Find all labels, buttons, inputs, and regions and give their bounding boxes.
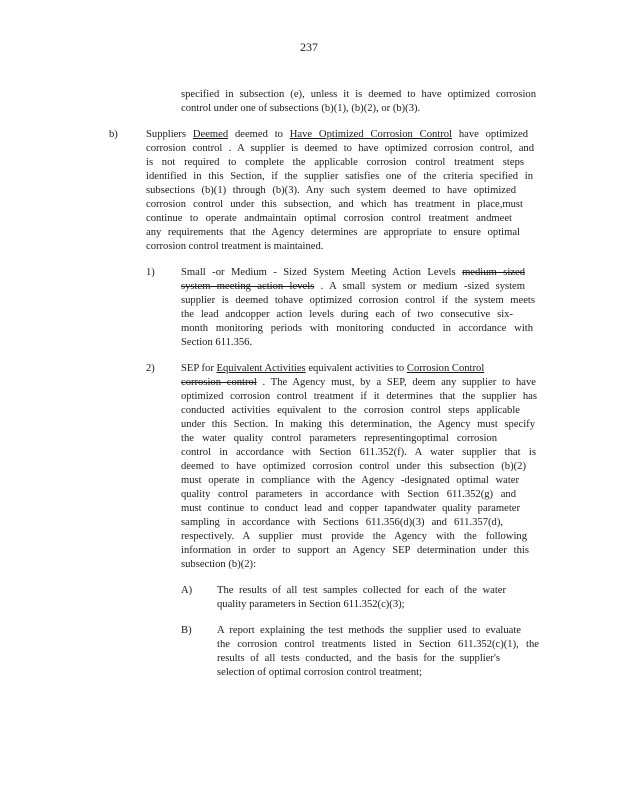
item-heading-line bbox=[181, 362, 484, 375]
text-line: corrosion control under this subsection, and which has treatment in place,must bbox=[146, 199, 523, 210]
text-line: specified in subsection (e), unless it is deemed to have optimized corrosion bbox=[181, 89, 536, 100]
text-run: deemed to bbox=[228, 129, 290, 140]
page-number: 237 bbox=[300, 40, 318, 54]
text-run: Suppliers bbox=[146, 129, 193, 140]
inserted-text: Equivalent Activities bbox=[216, 363, 306, 374]
text-line: Section 611.356. bbox=[181, 337, 253, 348]
text-line bbox=[181, 376, 536, 389]
text-run: SEP for bbox=[181, 363, 217, 374]
text-run: have optimized bbox=[452, 129, 528, 140]
text-line: A report explaining the test methods the supplier used to evaluate bbox=[217, 625, 521, 636]
item-label: 2) bbox=[146, 363, 155, 374]
deleted-text: system meeting action levels bbox=[181, 281, 315, 292]
text-line: the water quality control parameters representingoptimal corrosion bbox=[181, 433, 497, 444]
text-line: conducted activities equivalent to the corrosion control steps applicable bbox=[181, 405, 520, 416]
text-line: The results of all test samples collected for each of the water bbox=[217, 585, 506, 596]
text-run: . The Agency must, by a SEP, deem any supplier to have bbox=[256, 377, 536, 388]
inserted-text: Corrosion Control bbox=[406, 363, 485, 374]
text-line: corrosion control . A supplier is deemed to have optimized corrosion control, and bbox=[146, 143, 534, 154]
text-line: control in accordance with Section 611.352(f). A water supplier that is bbox=[181, 447, 536, 458]
inserted-text: Deemed bbox=[192, 129, 229, 140]
text-line: under this Section. In making this determination, the Agency must specify bbox=[181, 419, 535, 430]
item-label: A) bbox=[181, 585, 193, 596]
text-line: selection of optimal corrosion control treatment; bbox=[217, 667, 423, 678]
text-line: corrosion control treatment is maintained. bbox=[146, 241, 324, 252]
text-line: any requirements that the Agency determines are appropriate to ensure optimal bbox=[146, 227, 520, 238]
inserted-text: Have Optimized Corrosion Control bbox=[289, 129, 453, 140]
text-line: continue to operate andmaintain optimal corrosion control treatment andmeet bbox=[146, 213, 512, 224]
text-line: the corrosion control treatments listed in Section 611.352(c)(1), the bbox=[217, 639, 539, 650]
text-line: respectively. A supplier must provide the Agency with the following bbox=[181, 531, 527, 542]
item-heading-line bbox=[181, 266, 525, 279]
item-label: 1) bbox=[146, 267, 155, 278]
text-run: Small -or Medium - Sized System Meeting Action Levels bbox=[181, 267, 463, 278]
text-line: information in order to support an Agency SEP determination under this bbox=[181, 545, 529, 556]
text-line: supplier is deemed tohave optimized corrosion control if the system meets bbox=[181, 295, 535, 306]
text-line: is not required to complete the applicable corrosion control treatment steps bbox=[146, 157, 524, 168]
text-line: subsection (b)(2): bbox=[181, 559, 257, 570]
subsection-label: b) bbox=[109, 129, 118, 140]
text-line: sampling in accordance with Sections 611.356(d)(3) and 611.357(d), bbox=[181, 517, 503, 528]
text-line: quality parameters in Section 611.352(c)(3); bbox=[217, 599, 405, 610]
text-line: results of all tests conducted, and the basis for the supplier's bbox=[217, 653, 500, 664]
text-line: month monitoring periods with monitoring conducted in accordance with bbox=[181, 323, 533, 334]
item-label: B) bbox=[181, 625, 192, 636]
text-line: identified in this Section, if the supplier satisfies one of the criteria specified in bbox=[146, 171, 533, 182]
text-run: equivalent activities to bbox=[305, 363, 407, 374]
text-line: the lead andcopper action levels during each of two consecutive six- bbox=[181, 309, 513, 320]
text-run: . A small system or medium -sized system bbox=[314, 281, 526, 292]
deleted-text: medium sized bbox=[462, 267, 525, 278]
deleted-text: corrosion control bbox=[181, 377, 257, 388]
subsection-heading-line bbox=[146, 128, 528, 141]
text-line: optimized corrosion control treatment if it determines that the supplier has bbox=[181, 391, 537, 402]
text-line: subsections (b)(1) through (b)(3). Any such system deemed to have optimized bbox=[146, 185, 516, 196]
text-line: quality control parameters in accordance with Section 611.352(g) and bbox=[181, 489, 516, 500]
text-line: control under one of subsections (b)(1), (b)(2), or (b)(3). bbox=[181, 103, 421, 114]
text-line: deemed to have optimized corrosion control under this subsection (b)(2) bbox=[181, 461, 526, 472]
text-line: must operate in compliance with the Agency -designated optimal water bbox=[181, 475, 519, 486]
text-line: must continue to conduct lead and copper tapandwater quality parameter bbox=[181, 503, 520, 514]
text-line bbox=[181, 280, 525, 293]
